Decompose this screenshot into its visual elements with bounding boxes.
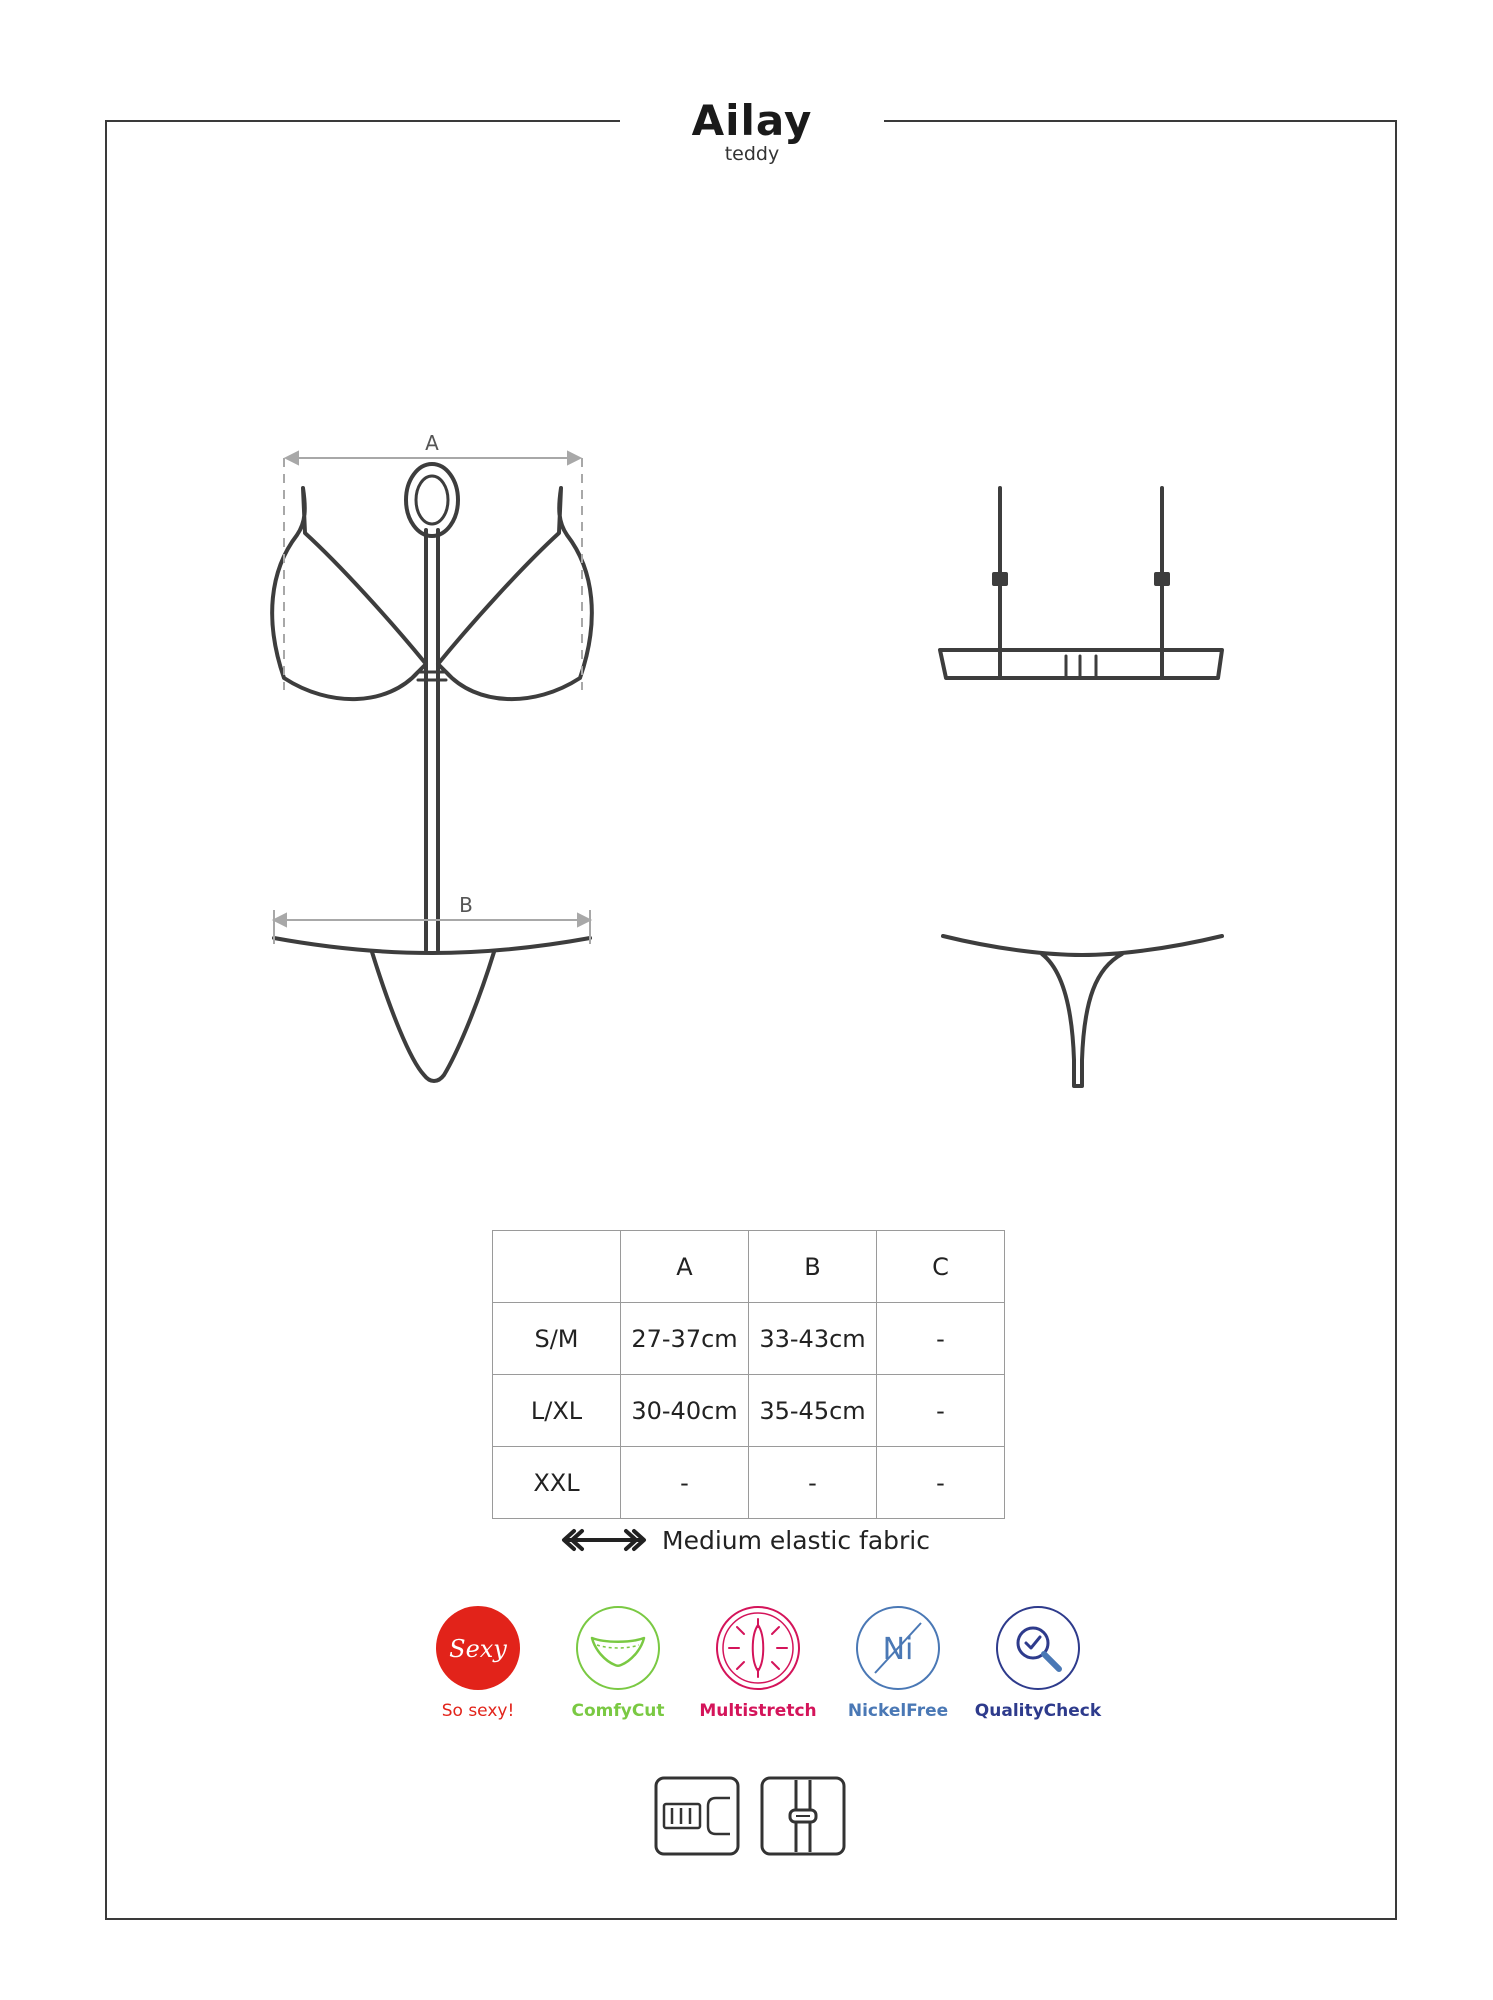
table-header-cell: C <box>877 1231 1005 1303</box>
nickelfree-icon <box>855 1605 941 1691</box>
product-title: Ailay <box>691 96 813 145</box>
table-cell: - <box>621 1447 749 1519</box>
table-cell: XXL <box>493 1447 621 1519</box>
table-header-cell: B <box>749 1231 877 1303</box>
table-cell: 35-45cm <box>749 1375 877 1447</box>
back-thong <box>943 936 1222 1086</box>
feature-nickelfree <box>828 1605 968 1721</box>
back-view-drawing <box>940 488 1222 1086</box>
feature-so-sexy <box>408 1605 548 1721</box>
table-cell: - <box>877 1303 1005 1375</box>
dimension-a <box>284 452 582 690</box>
sexy-badge-icon <box>435 1605 521 1691</box>
front-panel <box>372 952 494 1081</box>
comfycut-icon <box>575 1605 661 1691</box>
front-waistband <box>274 938 590 953</box>
feature-qualitycheck <box>968 1605 1108 1721</box>
sexy-badge-text: Sexy <box>449 1635 507 1663</box>
double-arrow-icon <box>560 1528 648 1552</box>
table-cell: S/M <box>493 1303 621 1375</box>
size-table <box>492 1230 1005 1519</box>
table-cell: - <box>877 1375 1005 1447</box>
dimension-b <box>274 910 590 944</box>
dimension-b-label: B <box>459 893 473 917</box>
table-cell: 27-37cm <box>621 1303 749 1375</box>
table-cell: - <box>877 1447 1005 1519</box>
dimension-a-label: A <box>425 431 439 455</box>
table-row <box>493 1447 1005 1519</box>
table-header-cell <box>493 1231 621 1303</box>
table-row <box>493 1375 1005 1447</box>
front-view-drawing <box>272 464 592 1081</box>
feature-label: So sexy! <box>441 1701 515 1721</box>
multistretch-icon <box>715 1605 801 1691</box>
clasp-closure-icon <box>760 1776 846 1856</box>
table-header-cell: A <box>621 1231 749 1303</box>
feature-label: ComfyCut <box>571 1701 665 1721</box>
feature-multistretch <box>688 1605 828 1721</box>
closure-icons <box>654 1776 846 1856</box>
qualitycheck-icon <box>995 1605 1081 1691</box>
product-subtitle: teddy <box>724 143 780 165</box>
nickelfree-icon-text: Ni <box>882 1632 914 1667</box>
fabric-info <box>560 1522 930 1558</box>
table-row <box>493 1303 1005 1375</box>
hook-and-eye-closure-icon <box>654 1776 740 1856</box>
table-header-row <box>493 1231 1005 1303</box>
feature-label: QualityCheck <box>974 1701 1102 1721</box>
table-cell: L/XL <box>493 1375 621 1447</box>
right-cup <box>438 488 592 699</box>
table-cell: 33-43cm <box>749 1303 877 1375</box>
fabric-label: Medium elastic fabric <box>662 1525 930 1555</box>
feature-label: NickelFree <box>847 1701 949 1721</box>
feature-badges <box>408 1605 1108 1721</box>
table-cell: - <box>749 1447 877 1519</box>
left-cup <box>272 488 426 699</box>
table-cell: 30-40cm <box>621 1375 749 1447</box>
feature-comfycut <box>548 1605 688 1721</box>
feature-label: Multistretch <box>699 1701 817 1721</box>
